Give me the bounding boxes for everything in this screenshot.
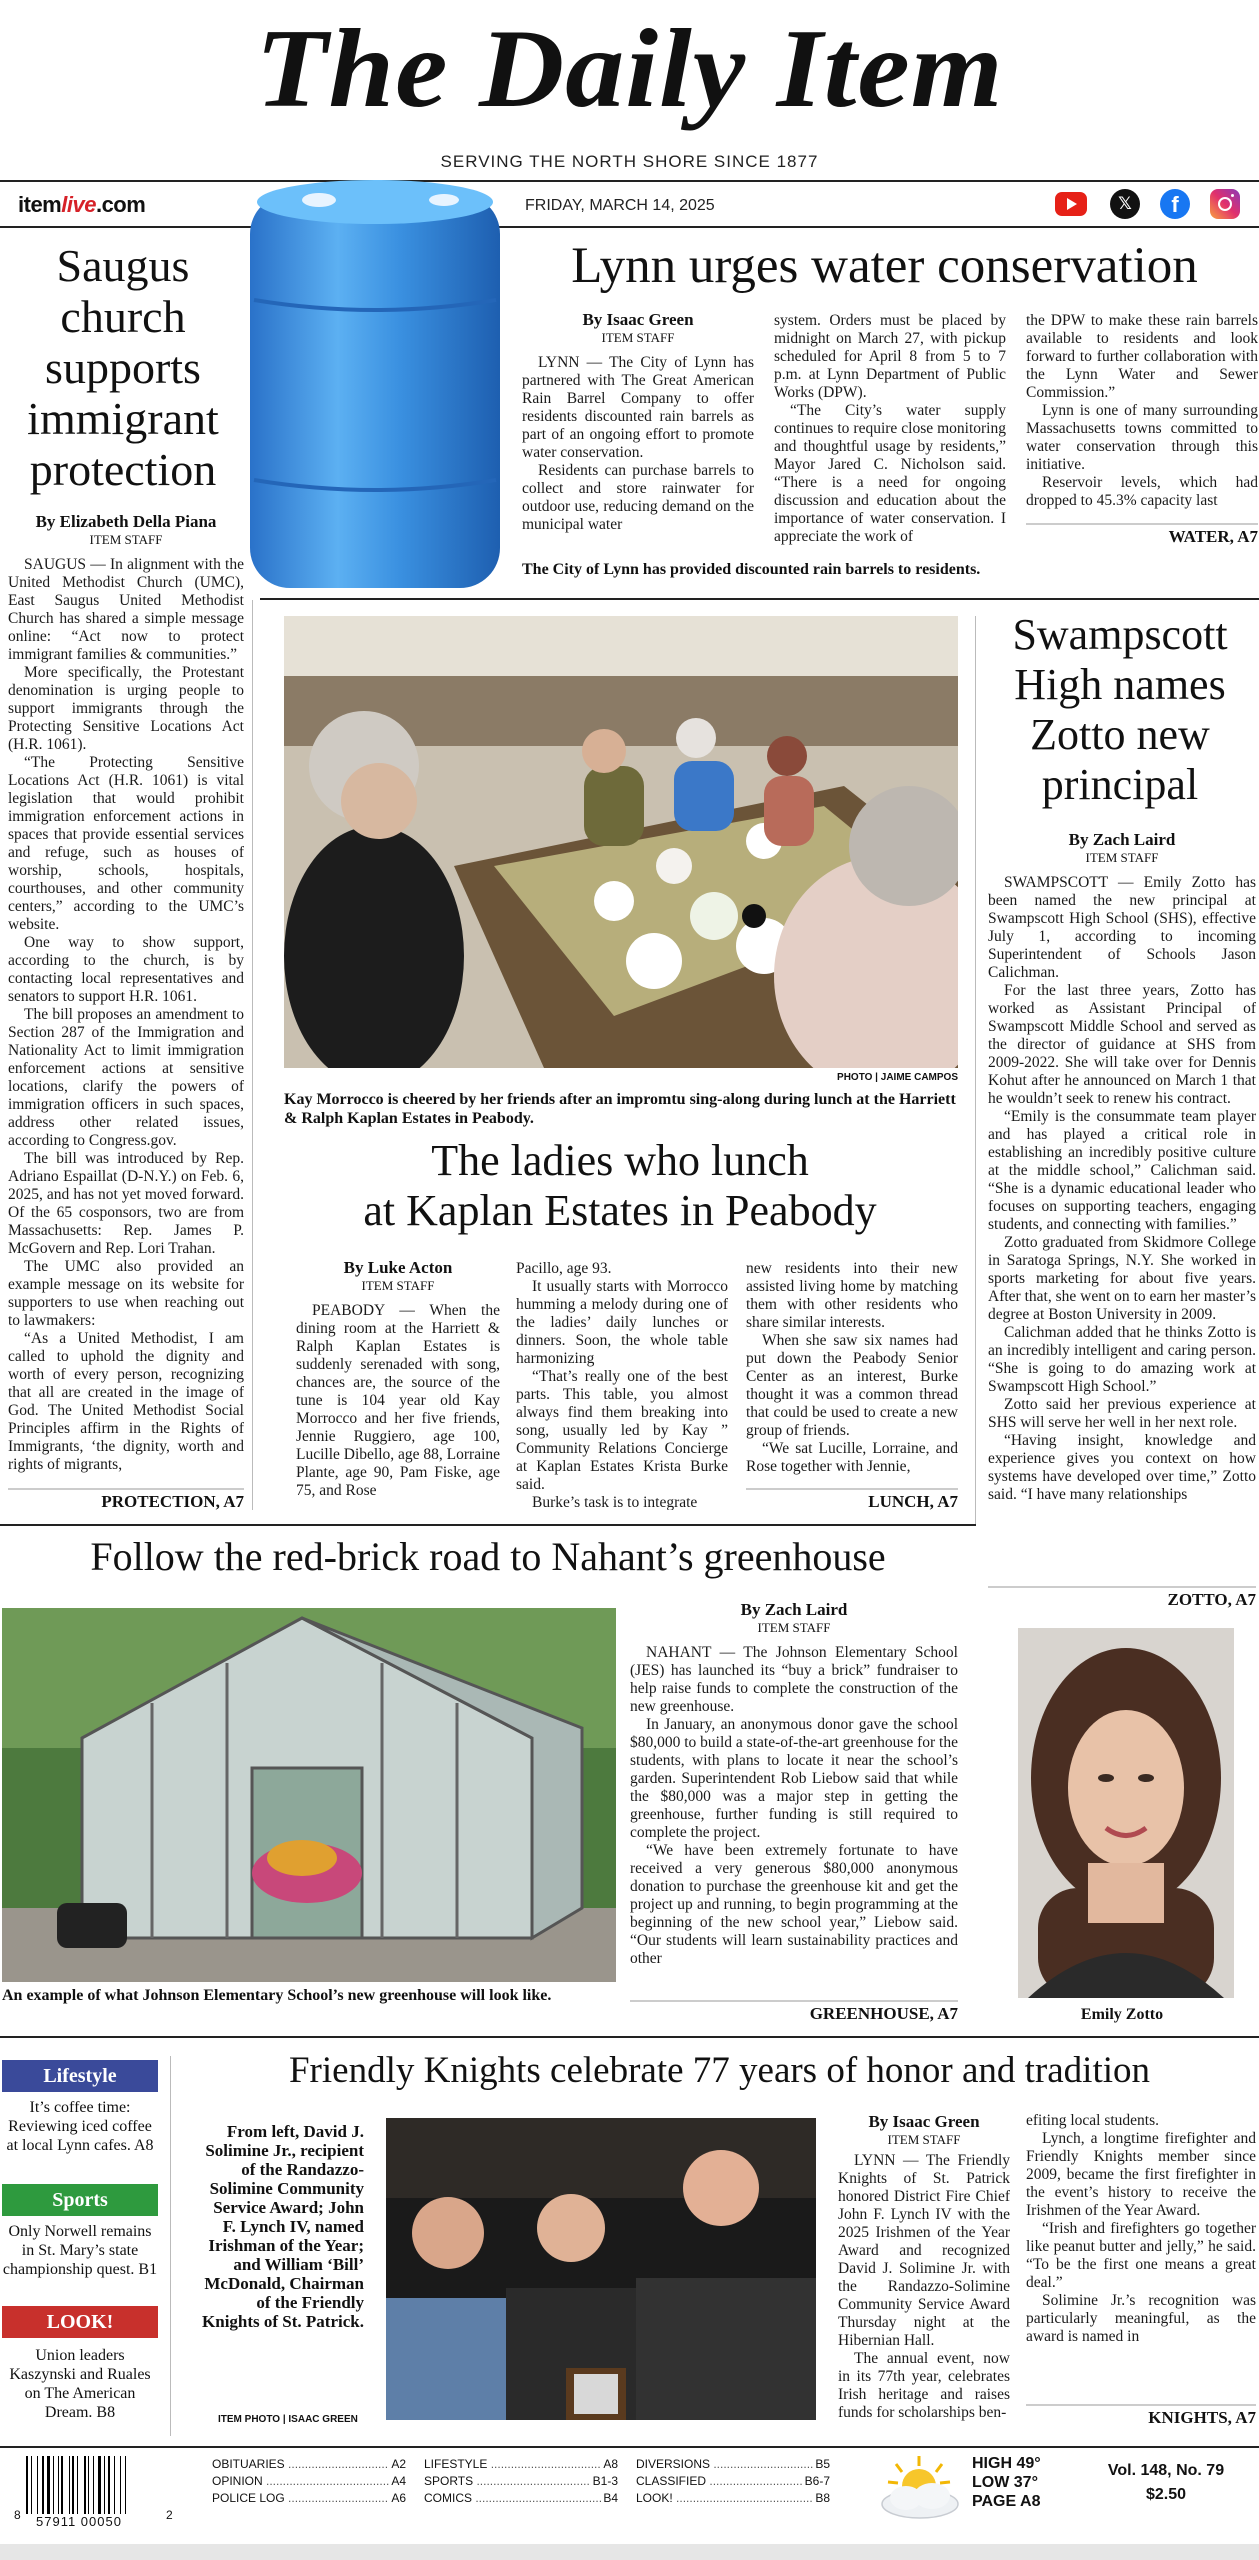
- lynn-jump[interactable]: WATER, A7: [1026, 523, 1258, 547]
- kaplan-caption: Kay Morrocco is cheered by her friends after an impromtu sing-along during lunch at the Harriett & Ralph Kaplan Estates in Peabody.: [284, 1091, 956, 1127]
- bottom-strip: [0, 2544, 1259, 2560]
- barcode-bar: [58, 2456, 59, 2514]
- teaser-lifestyle-label[interactable]: Lifestyle: [2, 2060, 158, 2092]
- teaser-sports-text[interactable]: Only Norwell remains in St. Mary’s state championship quest. B1: [2, 2223, 158, 2278]
- barcode-bar: [77, 2456, 78, 2514]
- index-item[interactable]: DIVERSIONS ..... B5: [636, 2456, 830, 2473]
- saugus-headline: Saugus church supports immigrant protection: [27, 240, 219, 495]
- lynn-col2: system. Orders must be placed by midnight on March 27, with pickup scheduled for April 8 from 5 to 7 p.m. at Lynn Department of Public Works (DPW). “The City’s water supply continues to require close monitoring and thoughtful usage by residents,” Mayor Jared C. Nicholson said. “There is a need for ongoing discussion and education about the importance of water conservation. I appreciate the work of: [774, 312, 1006, 545]
- knights-photo-credit: ITEM PHOTO | ISAAC GREEN: [218, 2414, 358, 2425]
- masthead-title: The Daily Item: [255, 6, 1004, 131]
- swampscott-jump[interactable]: ZOTTO, A7: [988, 1586, 1256, 1610]
- sun-cloud-icon: [876, 2452, 962, 2524]
- site-logo-live: live: [61, 192, 96, 217]
- barcode-bar: [120, 2456, 121, 2514]
- barcode-bar: [47, 2456, 50, 2514]
- barcode-bar: [42, 2456, 44, 2514]
- nahant-story: By Zach Laird ITEM STAFF NAHANT — The Johnson Elementary School (JES) has launched its “buy a brick” fundraiser to help raise funds to complete the construction of the new greenhouse. In January, an anonymous donor gave the school $80,000 to build a state-of-the-art greenhouse for the students, with plans to locate it near the school’s garden. Superintendent Rob Liebow said that while the $80,000 was a major step in getting the greenhouse, further funding is still required to complete the project. “We have been extremely fortunate to have received a very generous $80,000 anonymous donation to purchase the greenhouse kit and get the project up and running, to begin programming at the beginning of the new school year,” Liebow said. “Our students will learn sustainability practices and other: [630, 1600, 958, 1967]
- barcode-bar: [114, 2456, 115, 2514]
- saugus-jump[interactable]: PROTECTION, A7: [8, 1488, 244, 1512]
- barcode-bar: [26, 2456, 28, 2514]
- barcode-bar: [104, 2456, 105, 2514]
- issue-date: FRIDAY, MARCH 14, 2025: [525, 197, 715, 214]
- barcode-bar: [88, 2456, 89, 2514]
- weather-page: PAGE A8: [972, 2493, 1041, 2510]
- index-item[interactable]: SPORTS ..... B1-3: [424, 2473, 618, 2490]
- site-logo[interactable]: itemlive.com: [18, 192, 146, 217]
- barcode-bar: [72, 2456, 74, 2514]
- masthead-tagline: SERVING THE NORTH SHORE SINCE 1877: [440, 152, 819, 171]
- kaplan-jump[interactable]: LUNCH, A7: [746, 1488, 958, 1512]
- barcode-bar: [84, 2456, 86, 2514]
- lynn-caption: The City of Lynn has provided discounted rain barrels to residents.: [522, 561, 981, 578]
- lynn-col3: the DPW to make these rain barrels available to residents and look forward to further collaboration with the Lynn Water and Sewer Commission.” Lynn is one of many surrounding Massachusetts towns committed to water conservation through this initiative. Reservoir levels, which had dropped to 45.3% capacity last: [1026, 312, 1258, 509]
- knights-headline: Friendly Knights celebrate 77 years of honor and tradition: [288, 2050, 1151, 2091]
- kaplan-photo: [284, 616, 958, 1068]
- instagram-icon[interactable]: [1210, 189, 1240, 219]
- rain-barrel-photo: [244, 180, 506, 600]
- kaplan-photo-credit: PHOTO | JAIME CAMPOS: [837, 1072, 958, 1083]
- barcode-bar: [125, 2456, 126, 2514]
- kaplan-col1: By Luke Acton ITEM STAFF PEABODY — When the dining room at the Harriett & Ralph Kaplan Estates is suddenly serenaded with song, chances are, the source of the tune is 104 year old Kay Morrocco and her five friends, Jennie Ruggiero, age 100, Lucille Dibello, age 88, Lorraine Plante, age 90, Pam Fiske, age 75, and Rose: [296, 1258, 500, 1499]
- knights-col2: efiting local students. Lynch, a longtime firefighter and Friendly Knights member since 2009, became the first firefighter in the event’s history to receive the Irishmen of the Year Award. “Irish and firefighters go together like peanut butter and jelly,” he said. “To be the first one means a great deal.” Solimine Jr.’s recognition was particularly meaningful, as the award is named in: [1026, 2112, 1256, 2345]
- index-item[interactable]: OBITUARIES ..... A2: [212, 2456, 406, 2473]
- index-col1: [212, 2456, 406, 2507]
- volume-info: Vol. 148, No. 79: [1107, 2462, 1225, 2479]
- nahant-headline: Follow the red-brick road to Nahant’s greenhouse: [90, 1534, 886, 1579]
- index-col3: [636, 2456, 830, 2507]
- barcode-bar: [108, 2456, 110, 2514]
- weather-low: LOW 37°: [972, 2474, 1038, 2491]
- kaplan-headline: The ladies who lunch at Kaplan Estates in Peabody: [363, 1136, 877, 1235]
- knights-col1: By Isaac Green ITEM STAFF LYNN — The Friendly Knights of St. Patrick honored District Fire Chief John F. Lynch IV with the 2025 Irishmen of the Year Award and recognized David J. Solimine Jr. with the Randazzo-Solimine Community Service Award Thursday night at the Hibernian Hall. The annual event, now in its 77th year, celebrates Irish heritage and raises funds for scholarships ben-: [838, 2112, 1010, 2421]
- barcode-bar: [93, 2456, 94, 2514]
- barcode: 8 57911 00050 2: [14, 2456, 174, 2532]
- kaplan-col3: new residents into their new assisted living home by matching them with other residents who share similar interests. When she saw six names had put down the Peabody Senior Center as an interest, Burke thought it was a common thread that could be used to create a new group of friends. “We sat Lucille, Lorraine, and Rose together with Jennie,: [746, 1260, 958, 1475]
- barcode-bar: [98, 2456, 101, 2514]
- swampscott-headline: Swampscott High names Zotto new principal: [1012, 610, 1228, 809]
- knights-cutline: From left, David J. Solimine Jr., recipient of the Randazzo-Solimine Community Service Award; John F. Lynch IV, named Irishman of the Year; and William ‘Bill’ McDonald, Chairman of the Friendly Knights of St. Patrick.: [202, 2122, 364, 2331]
- price: $2.50: [1145, 2486, 1187, 2503]
- masthead: [0, 0, 1259, 180]
- youtube-icon[interactable]: [1055, 192, 1087, 216]
- knights-photo: [386, 2118, 816, 2420]
- barcode-bar: [61, 2456, 63, 2514]
- knights-jump[interactable]: KNIGHTS, A7: [1026, 2404, 1256, 2428]
- saugus-body: SAUGUS — In alignment with the United Methodist Church (UMC), East Saugus United Methodist Church has shared a simple message online: “Act now to protect immigrant families & communities.” More specifically, the Protestant denomination is urging people to support immigrants through the Protecting Sensitive Locations Act (H.R. 1061). “The Protecting Sensitive Locations Act (H.R. 1061) is vital legislation that would prohibit immigration enforcement actions in spaces that provide essential services and refuge, such as houses of worship, schools, hospitals, courthouses, and other community centers,” according to the UMC’s website. One way to show support, according to the church, is by contacting local representatives and senators to support H.R. 1061. The bill proposes an amendment to Section 287 of the Immigration and Nationality Act to limit immigration enforcement actions at sensitive locations, clarify the powers of immigration officers in such spaces, address other related issues, according to Congress.gov. The bill was introduced by Rep. Adriano Espaillat (D-N.Y.) on Feb. 6, 2025, and has not yet moved forward. Of the 65 cosponsors, two are from Massachusetts: Rep. James P. McGovern and Rep. Lori Trahan. The UMC also provided an example message on its website for supporters to use when reaching out to lawmakers: “As a United Methodist, I am called to uphold the dignity and worth of every person, recognizing that all are created in the image of God. The United Methodist Social Principles affirm in the Rights of Immigrants, ‘the dignity, worth and rights of migrants,: [8, 556, 244, 1473]
- barcode-bar: [31, 2456, 32, 2514]
- weather-high: HIGH 49°: [972, 2455, 1041, 2472]
- barcode-bar: [37, 2456, 38, 2514]
- index-item[interactable]: LOOK! ..... B8: [636, 2490, 830, 2507]
- weather-forecast[interactable]: [972, 2454, 1062, 2511]
- index-item[interactable]: COMICS ..... B4: [424, 2490, 618, 2507]
- index-col2: [424, 2456, 618, 2507]
- emily-zotto-caption: Emily Zotto: [1080, 2006, 1164, 2023]
- swampscott-story: By Zach Laird ITEM STAFF SWAMPSCOTT — Emily Zotto has been named the new principal at Swampscott High School (SHS), effective July 1, according to incoming Superintendent of Schools Jason Calichman. For the last three years, Zotto has worked as Assistant Principal of Swampscott Middle School and served as the director of guidance at SHS from 2009-2022. She will take over for Dennis Kohut after he announced on March 1 that he wouldn’t seek to renew his contract. “Emily is the consummate team player and has played a critical role in establishing an incredibly positive culture at the middle school,” Calichman said. “She is a dynamic educational leader who focuses on supporting teachers, engaging students, and connecting with families.” Zotto graduated from Skidmore College in Saratoga Springs, N.Y. She worked in sports marketing for about five years. After that, she went on to earn her master’s degree at Boston University in 2009. Calichman added that he thinks Zotto is an incredibly intelligent and caring person. “She is going to do amazing work at Swampscott High School.” Zotto said her previous experience at SHS will serve her well in her next role. “Having insight, knowledge and experience gives you context on how systems have developed over time,” Zotto said. “I have many relationships: [988, 830, 1256, 1503]
- barcode-bar: [69, 2456, 70, 2514]
- index-item[interactable]: POLICE LOG ..... A6: [212, 2490, 406, 2507]
- kaplan-col2: Pacillo, age 93. It usually starts with Morrocco humming a melody during one of the ladies’ daily lunches or dinners. Soon, the whole table harmonizing “That’s really one of the best parts. This table, you almost always find them breaking into song, usually led by Kay ” Community Relations Concierge at Kaplan Estates Krista Burke said. Burke’s task is to integrate: [516, 1260, 728, 1510]
- teaser-lifestyle-text[interactable]: It’s coffee time: Reviewing iced coffee at local Lynn cafes. A8: [6, 2099, 154, 2154]
- index-item[interactable]: OPINION ..... A4: [212, 2473, 406, 2490]
- facebook-icon[interactable]: f: [1160, 189, 1190, 219]
- teaser-look-text[interactable]: Union leaders Kaszynski and Ruales on The American Dream. B8: [9, 2347, 151, 2421]
- saugus-story: By Elizabeth Della Piana ITEM STAFF SAUGUS — In alignment with the United Methodist Church (UMC), East Saugus United Methodist Church has shared a simple message online: “Act now to protect immigrant families & communities.” More specifically, the Protestant denomination is urging people to support immigrants through the Protecting Sensitive Locations Act (H.R. 1061). “The Protecting Sensitive Locations Act (H.R. 1061) is vital legislation that would prohibit immigration enforcement actions in spaces that provide essential services and refuge, such as houses of worship, schools, hospitals, courthouses, and other community centers,” according to the UMC’s website. One way to show support, according to the church, is by contacting local representatives and senators to support H.R. 1061. The bill proposes an amendment to Section 287 of the Immigration and Nationality Act to limit immigration enforcement actions at sensitive locations, clarify the powers of immigration officers in such spaces, address other related issues, according to Congress.gov. The bill was introduced by Rep. Adriano Espaillat (D-N.Y.) on Feb. 6, 2025, and has not yet moved forward. Of the 65 cosponsors, two are from Massachusetts: Rep. James P. McGovern and Rep. Lori Trahan. The UMC also provided an example message on its website for supporters to use when reaching out to lawmakers: “As a United Methodist, I am called to uphold the dignity and worth of every person, recognizing that all are created in the image of God. The United Methodist Social Principles affirm in the Rights of Immigrants, ‘the dignity, worth and rights of migrants,: [8, 512, 244, 1473]
- nahant-jump[interactable]: GREENHOUSE, A7: [630, 2000, 958, 2024]
- emily-zotto-photo: [1018, 1628, 1234, 1998]
- index-item[interactable]: LIFESTYLE ..... A8: [424, 2456, 618, 2473]
- lynn-col1: By Isaac Green ITEM STAFF LYNN — The City of Lynn has partnered with The Great American Rain Barrel Company to offer residents discounted rain barrels as part of an ongoing effort to promote water conservation. Residents can purchase barrels to collect and store rainwater for outdoor use, reducing demand on the municipal water: [522, 310, 754, 533]
- teaser-sports-label[interactable]: Sports: [2, 2184, 158, 2216]
- greenhouse-caption: An example of what Johnson Elementary School’s new greenhouse will look like.: [2, 1987, 552, 2004]
- x-icon[interactable]: 𝕏: [1110, 189, 1140, 219]
- teaser-look-label[interactable]: LOOK!: [2, 2306, 158, 2338]
- greenhouse-photo: [2, 1608, 616, 1982]
- lynn-headline: Lynn urges water conservation: [571, 238, 1198, 294]
- barcode-bar: [53, 2456, 54, 2514]
- index-item[interactable]: CLASSIFIED ..... B6-7: [636, 2473, 830, 2490]
